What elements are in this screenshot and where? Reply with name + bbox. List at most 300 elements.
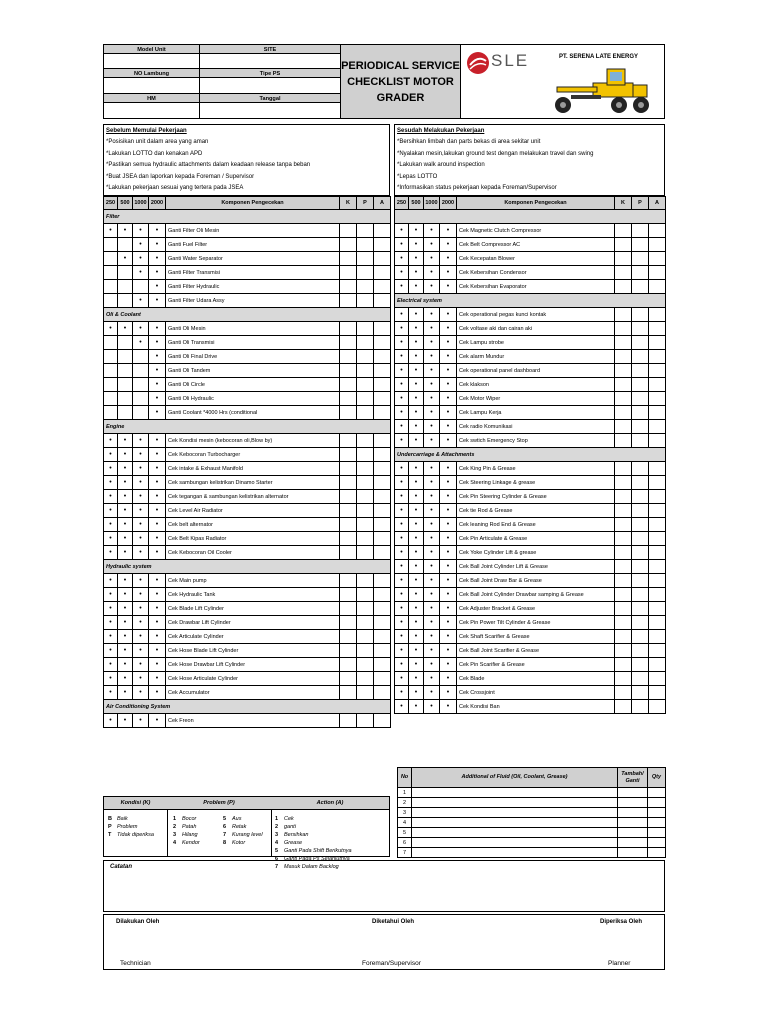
- legend-code: 2: [173, 824, 177, 830]
- status-cell-k[interactable]: [615, 672, 632, 686]
- status-cell-a[interactable]: [374, 672, 391, 686]
- interval-bullet: •: [409, 476, 424, 490]
- status-cell-k[interactable]: [615, 518, 632, 532]
- status-cell-p[interactable]: [632, 532, 649, 546]
- status-cell-p[interactable]: [357, 364, 374, 378]
- status-cell-p[interactable]: [357, 588, 374, 602]
- status-cell-k[interactable]: [615, 504, 632, 518]
- fluid-qty-cell[interactable]: [648, 788, 666, 798]
- section-title: Filter: [104, 210, 391, 224]
- status-cell-a[interactable]: [649, 532, 666, 546]
- checklist-row: [104, 336, 391, 350]
- status-cell-a[interactable]: [649, 462, 666, 476]
- interval-bullet: •: [395, 476, 409, 490]
- status-cell-k[interactable]: [615, 644, 632, 658]
- status-cell-a[interactable]: [374, 462, 391, 476]
- status-cell-p[interactable]: [357, 238, 374, 252]
- status-cell-a[interactable]: [649, 476, 666, 490]
- fluid-tambah-cell[interactable]: [618, 808, 648, 818]
- status-cell-k[interactable]: [340, 350, 357, 364]
- interval-bullet: •: [409, 462, 424, 476]
- status-cell-p[interactable]: [357, 630, 374, 644]
- status-cell-p[interactable]: [357, 714, 374, 728]
- checklist-row: [104, 644, 391, 658]
- status-cell-a[interactable]: [649, 378, 666, 392]
- status-cell-k[interactable]: [340, 434, 357, 448]
- status-cell-a[interactable]: [374, 714, 391, 728]
- status-cell-a[interactable]: [649, 280, 666, 294]
- fluid-row-number: 2: [398, 798, 412, 808]
- component-name: Cek Articulate Cylinder: [166, 630, 340, 644]
- status-cell-a[interactable]: [374, 378, 391, 392]
- title-line-1: PERIODICAL SERVICE: [341, 59, 460, 72]
- component-name: Cek sambungan kelistrikan Dinamo Starter: [166, 476, 340, 490]
- label-tanggal: Tanggal: [199, 93, 341, 103]
- interval-bullet: •: [424, 588, 440, 602]
- fluid-tambah-cell[interactable]: [618, 798, 648, 808]
- fluid-qty-cell[interactable]: [648, 798, 666, 808]
- status-cell-k[interactable]: [615, 490, 632, 504]
- field-model-unit[interactable]: [103, 53, 200, 69]
- status-cell-a[interactable]: [649, 630, 666, 644]
- legend-code: 3: [173, 832, 177, 838]
- component-name: Ganti Filter Hydraulic: [166, 280, 340, 294]
- status-cell-p[interactable]: [357, 392, 374, 406]
- status-cell-k[interactable]: [615, 420, 632, 434]
- component-name: Cek Motor Wiper: [457, 392, 615, 406]
- fluid-qty-cell[interactable]: [648, 828, 666, 838]
- interval-bullet: •: [395, 532, 409, 546]
- status-cell-p[interactable]: [632, 406, 649, 420]
- fluid-tambah-cell[interactable]: [618, 828, 648, 838]
- status-cell-a[interactable]: [649, 392, 666, 406]
- status-cell-a[interactable]: [374, 616, 391, 630]
- status-cell-k[interactable]: [340, 336, 357, 350]
- status-cell-p[interactable]: [632, 644, 649, 658]
- component-name: Cek tie Rod & Grease: [457, 504, 615, 518]
- status-cell-a[interactable]: [374, 602, 391, 616]
- status-cell-k[interactable]: [340, 602, 357, 616]
- component-name: Cek intake & Exhaust Manifold: [166, 462, 340, 476]
- status-cell-p[interactable]: [357, 476, 374, 490]
- status-cell-p[interactable]: [357, 266, 374, 280]
- status-cell-a[interactable]: [374, 434, 391, 448]
- component-name: Cek Kebersihan Evaporator: [457, 280, 615, 294]
- component-name: Cek Lampu Kerja: [457, 406, 615, 420]
- status-cell-a[interactable]: [649, 658, 666, 672]
- status-cell-k[interactable]: [340, 406, 357, 420]
- field-no-lambung[interactable]: [103, 77, 200, 94]
- status-cell-k[interactable]: [615, 574, 632, 588]
- status-cell-a[interactable]: [649, 490, 666, 504]
- status-cell-a[interactable]: [649, 266, 666, 280]
- interval-bullet: •: [409, 406, 424, 420]
- status-cell-a[interactable]: [374, 504, 391, 518]
- status-cell-p[interactable]: [632, 378, 649, 392]
- status-cell-k[interactable]: [340, 280, 357, 294]
- status-cell-k[interactable]: [340, 588, 357, 602]
- status-cell-k[interactable]: [615, 532, 632, 546]
- column-header: A: [374, 197, 391, 210]
- status-cell-a[interactable]: [649, 588, 666, 602]
- status-cell-p[interactable]: [632, 546, 649, 560]
- status-cell-p[interactable]: [632, 462, 649, 476]
- status-cell-a[interactable]: [374, 658, 391, 672]
- status-cell-a[interactable]: [374, 532, 391, 546]
- status-cell-p[interactable]: [357, 350, 374, 364]
- component-name: Cek Belt Kipas Radiator: [166, 532, 340, 546]
- interval-bullet: •: [409, 308, 424, 322]
- status-cell-p[interactable]: [632, 630, 649, 644]
- status-cell-k[interactable]: [615, 588, 632, 602]
- status-cell-p[interactable]: [357, 546, 374, 560]
- status-cell-p[interactable]: [357, 448, 374, 462]
- interval-bullet: [118, 266, 133, 280]
- status-cell-a[interactable]: [374, 266, 391, 280]
- status-cell-p[interactable]: [357, 672, 374, 686]
- interval-bullet: •: [395, 392, 409, 406]
- field-hm[interactable]: [103, 102, 200, 119]
- notes-box[interactable]: [103, 860, 665, 912]
- interval-bullet: •: [104, 644, 118, 658]
- status-cell-a[interactable]: [649, 322, 666, 336]
- interval-bullet: •: [440, 574, 457, 588]
- status-cell-k[interactable]: [615, 238, 632, 252]
- status-cell-k[interactable]: [340, 518, 357, 532]
- status-cell-a[interactable]: [374, 280, 391, 294]
- status-cell-a[interactable]: [374, 588, 391, 602]
- status-cell-k[interactable]: [615, 280, 632, 294]
- status-cell-a[interactable]: [649, 364, 666, 378]
- interval-bullet: •: [424, 700, 440, 714]
- status-cell-p[interactable]: [357, 686, 374, 700]
- interval-bullet: •: [104, 574, 118, 588]
- fluid-tambah-cell[interactable]: [618, 838, 648, 848]
- status-cell-p[interactable]: [357, 378, 374, 392]
- status-cell-p[interactable]: [632, 392, 649, 406]
- status-cell-p[interactable]: [632, 658, 649, 672]
- interval-bullet: •: [395, 224, 409, 238]
- status-cell-p[interactable]: [632, 322, 649, 336]
- status-cell-a[interactable]: [649, 420, 666, 434]
- component-name: Cek King Pin & Grease: [457, 462, 615, 476]
- status-cell-p[interactable]: [357, 322, 374, 336]
- status-cell-a[interactable]: [374, 364, 391, 378]
- status-cell-k[interactable]: [615, 630, 632, 644]
- status-cell-p[interactable]: [357, 224, 374, 238]
- status-cell-p[interactable]: [632, 574, 649, 588]
- status-cell-a[interactable]: [649, 406, 666, 420]
- fluid-desc-cell[interactable]: [412, 828, 618, 838]
- status-cell-p[interactable]: [357, 602, 374, 616]
- interval-bullet: •: [149, 532, 166, 546]
- status-cell-a[interactable]: [649, 518, 666, 532]
- status-cell-k[interactable]: [340, 294, 357, 308]
- fluid-qty-cell[interactable]: [648, 808, 666, 818]
- status-cell-k[interactable]: [615, 686, 632, 700]
- fluid-tambah-cell[interactable]: [618, 848, 648, 858]
- interval-bullet: •: [118, 602, 133, 616]
- status-cell-k[interactable]: [615, 336, 632, 350]
- status-cell-a[interactable]: [649, 546, 666, 560]
- status-cell-k[interactable]: [615, 560, 632, 574]
- status-cell-k[interactable]: [615, 434, 632, 448]
- status-cell-p[interactable]: [632, 686, 649, 700]
- status-cell-k[interactable]: [340, 392, 357, 406]
- checklist-row: [104, 294, 391, 308]
- status-cell-k[interactable]: [615, 266, 632, 280]
- status-cell-p[interactable]: [357, 434, 374, 448]
- status-cell-p[interactable]: [632, 252, 649, 266]
- status-cell-a[interactable]: [649, 616, 666, 630]
- legend-desc: Kotor: [232, 840, 246, 846]
- field-tanggal[interactable]: [199, 102, 341, 119]
- status-cell-a[interactable]: [649, 224, 666, 238]
- interval-bullet: •: [149, 630, 166, 644]
- fluid-row: [398, 808, 666, 818]
- fluid-qty-cell[interactable]: [648, 838, 666, 848]
- status-cell-k[interactable]: [340, 448, 357, 462]
- status-cell-k[interactable]: [340, 616, 357, 630]
- section-title: Oli & Coolant: [104, 308, 391, 322]
- status-cell-k[interactable]: [615, 364, 632, 378]
- status-cell-k[interactable]: [615, 378, 632, 392]
- status-cell-a[interactable]: [374, 252, 391, 266]
- interval-bullet: •: [104, 490, 118, 504]
- status-cell-k[interactable]: [615, 462, 632, 476]
- status-cell-a[interactable]: [374, 322, 391, 336]
- status-cell-a[interactable]: [649, 308, 666, 322]
- status-cell-p[interactable]: [632, 420, 649, 434]
- status-cell-k[interactable]: [615, 616, 632, 630]
- interval-bullet: [118, 238, 133, 252]
- checklist-row: [395, 602, 666, 616]
- status-cell-p[interactable]: [632, 336, 649, 350]
- interval-bullet: •: [133, 686, 149, 700]
- status-cell-k[interactable]: [340, 378, 357, 392]
- status-cell-k[interactable]: [340, 490, 357, 504]
- status-cell-a[interactable]: [649, 336, 666, 350]
- status-cell-k[interactable]: [340, 462, 357, 476]
- status-cell-p[interactable]: [357, 280, 374, 294]
- status-cell-p[interactable]: [632, 588, 649, 602]
- interval-bullet: •: [409, 266, 424, 280]
- fluid-desc-cell[interactable]: [412, 848, 618, 858]
- status-cell-p[interactable]: [357, 462, 374, 476]
- status-cell-k[interactable]: [340, 476, 357, 490]
- status-cell-p[interactable]: [357, 294, 374, 308]
- checklist-row: [104, 364, 391, 378]
- interval-bullet: •: [424, 308, 440, 322]
- status-cell-a[interactable]: [649, 504, 666, 518]
- status-cell-a[interactable]: [374, 224, 391, 238]
- fluid-tambah-cell[interactable]: [618, 788, 648, 798]
- fluid-qty-cell[interactable]: [648, 818, 666, 828]
- fluid-desc-cell[interactable]: [412, 808, 618, 818]
- status-cell-p[interactable]: [632, 504, 649, 518]
- status-cell-p[interactable]: [357, 644, 374, 658]
- status-cell-p[interactable]: [632, 266, 649, 280]
- status-cell-k[interactable]: [615, 350, 632, 364]
- checklist-row: [104, 602, 391, 616]
- checklist-row: [395, 504, 666, 518]
- legend-desc: Kurang level: [232, 832, 263, 838]
- interval-bullet: •: [133, 336, 149, 350]
- component-name: Cek operational pegas kunci kontak: [457, 308, 615, 322]
- status-cell-p[interactable]: [357, 252, 374, 266]
- status-cell-a[interactable]: [649, 700, 666, 714]
- status-cell-k[interactable]: [340, 266, 357, 280]
- status-cell-k[interactable]: [615, 602, 632, 616]
- interval-bullet: •: [440, 322, 457, 336]
- status-cell-k[interactable]: [340, 504, 357, 518]
- checklist-row: [104, 224, 391, 238]
- status-cell-p[interactable]: [632, 672, 649, 686]
- fluid-desc-cell[interactable]: [412, 788, 618, 798]
- interval-bullet: •: [440, 588, 457, 602]
- status-cell-k[interactable]: [615, 546, 632, 560]
- status-cell-p[interactable]: [357, 574, 374, 588]
- fluid-desc-cell[interactable]: [412, 798, 618, 808]
- status-cell-p[interactable]: [357, 518, 374, 532]
- legend-code: 3: [275, 832, 279, 838]
- status-cell-k[interactable]: [615, 700, 632, 714]
- status-cell-k[interactable]: [340, 322, 357, 336]
- status-cell-k[interactable]: [615, 392, 632, 406]
- status-cell-p[interactable]: [632, 280, 649, 294]
- status-cell-a[interactable]: [374, 294, 391, 308]
- status-cell-k[interactable]: [340, 364, 357, 378]
- interval-bullet: •: [440, 504, 457, 518]
- status-cell-a[interactable]: [374, 476, 391, 490]
- interval-bullet: •: [133, 644, 149, 658]
- status-cell-a[interactable]: [374, 644, 391, 658]
- status-cell-a[interactable]: [649, 252, 666, 266]
- status-cell-a[interactable]: [374, 448, 391, 462]
- status-cell-p[interactable]: [632, 490, 649, 504]
- status-cell-a[interactable]: [374, 490, 391, 504]
- status-cell-k[interactable]: [340, 714, 357, 728]
- field-site[interactable]: [199, 53, 341, 69]
- interval-bullet: •: [395, 616, 409, 630]
- fluid-row: [398, 838, 666, 848]
- status-cell-a[interactable]: [649, 602, 666, 616]
- status-cell-a[interactable]: [649, 686, 666, 700]
- interval-bullet: •: [118, 504, 133, 518]
- interval-bullet: •: [409, 560, 424, 574]
- after-instruction-line: *Nyalakan mesin,lakukan ground test dengan melakukan travel dan swing: [397, 150, 594, 157]
- status-cell-a[interactable]: [374, 518, 391, 532]
- status-cell-p[interactable]: [632, 476, 649, 490]
- status-cell-p[interactable]: [357, 504, 374, 518]
- status-cell-a[interactable]: [374, 336, 391, 350]
- status-cell-p[interactable]: [357, 490, 374, 504]
- status-cell-a[interactable]: [649, 644, 666, 658]
- status-cell-p[interactable]: [357, 406, 374, 420]
- status-cell-a[interactable]: [374, 630, 391, 644]
- status-cell-a[interactable]: [374, 686, 391, 700]
- status-cell-k[interactable]: [340, 224, 357, 238]
- component-name: Ganti Oli Final Drive: [166, 350, 340, 364]
- status-cell-a[interactable]: [649, 672, 666, 686]
- interval-bullet: •: [395, 518, 409, 532]
- fluid-desc-cell[interactable]: [412, 838, 618, 848]
- status-cell-p[interactable]: [357, 336, 374, 350]
- status-cell-k[interactable]: [340, 532, 357, 546]
- status-cell-p[interactable]: [632, 308, 649, 322]
- status-cell-k[interactable]: [615, 658, 632, 672]
- status-cell-p[interactable]: [632, 238, 649, 252]
- status-cell-a[interactable]: [649, 574, 666, 588]
- status-cell-k[interactable]: [615, 476, 632, 490]
- section-header-row: [395, 210, 666, 224]
- fluid-qty-cell[interactable]: [648, 848, 666, 858]
- status-cell-k[interactable]: [340, 252, 357, 266]
- interval-bullet: •: [440, 672, 457, 686]
- field-tipe-ps[interactable]: [199, 77, 341, 94]
- status-cell-p[interactable]: [357, 532, 374, 546]
- fluid-tambah-cell[interactable]: [618, 818, 648, 828]
- legend-code: 5: [223, 816, 227, 822]
- status-cell-p[interactable]: [357, 616, 374, 630]
- status-cell-k[interactable]: [340, 546, 357, 560]
- status-cell-k[interactable]: [340, 658, 357, 672]
- status-cell-a[interactable]: [374, 406, 391, 420]
- checklist-row: [104, 490, 391, 504]
- status-cell-p[interactable]: [632, 700, 649, 714]
- status-cell-p[interactable]: [632, 616, 649, 630]
- status-cell-a[interactable]: [374, 546, 391, 560]
- status-cell-k[interactable]: [340, 238, 357, 252]
- status-cell-p[interactable]: [632, 434, 649, 448]
- status-cell-a[interactable]: [649, 350, 666, 364]
- status-cell-p[interactable]: [632, 224, 649, 238]
- status-cell-a[interactable]: [374, 350, 391, 364]
- status-cell-p[interactable]: [632, 560, 649, 574]
- interval-bullet: [133, 280, 149, 294]
- status-cell-p[interactable]: [357, 658, 374, 672]
- status-cell-k[interactable]: [340, 672, 357, 686]
- after-instruction-line: *Informasikan status pekerjaan kepada Foreman/Supervisor: [397, 185, 557, 191]
- interval-bullet: •: [118, 686, 133, 700]
- fluid-desc-cell[interactable]: [412, 818, 618, 828]
- status-cell-k[interactable]: [340, 644, 357, 658]
- status-cell-a[interactable]: [649, 238, 666, 252]
- status-cell-p[interactable]: [632, 364, 649, 378]
- status-cell-k[interactable]: [615, 308, 632, 322]
- interval-bullet: •: [149, 574, 166, 588]
- status-cell-k[interactable]: [615, 252, 632, 266]
- status-cell-k[interactable]: [615, 224, 632, 238]
- status-cell-k[interactable]: [615, 406, 632, 420]
- status-cell-a[interactable]: [374, 574, 391, 588]
- status-cell-k[interactable]: [615, 322, 632, 336]
- status-cell-k[interactable]: [340, 686, 357, 700]
- status-cell-a[interactable]: [374, 392, 391, 406]
- status-cell-a[interactable]: [649, 434, 666, 448]
- status-cell-p[interactable]: [632, 518, 649, 532]
- status-cell-p[interactable]: [632, 602, 649, 616]
- status-cell-k[interactable]: [340, 574, 357, 588]
- status-cell-a[interactable]: [374, 238, 391, 252]
- interval-bullet: [118, 350, 133, 364]
- status-cell-a[interactable]: [649, 560, 666, 574]
- column-header: 2000: [440, 197, 457, 210]
- interval-bullet: •: [440, 280, 457, 294]
- checklist-row: [395, 630, 666, 644]
- status-cell-k[interactable]: [340, 630, 357, 644]
- status-cell-p[interactable]: [632, 350, 649, 364]
